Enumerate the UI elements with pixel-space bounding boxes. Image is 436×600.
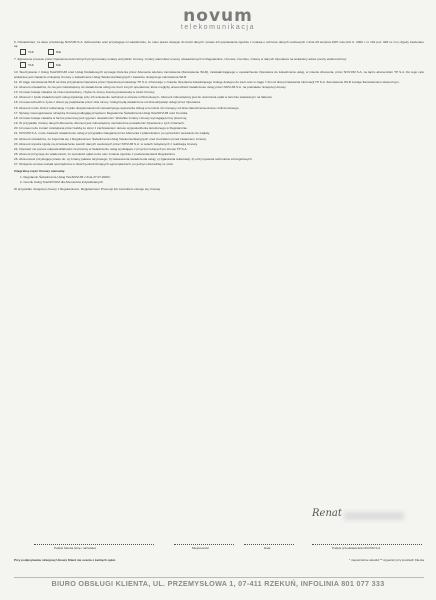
place-caption: Miejscowość: [192, 546, 210, 550]
handwritten-signature: Renat: [312, 508, 342, 519]
nie-checkbox[interactable]: [48, 62, 54, 68]
header: [0, 6, 436, 31]
signature-lines: [14, 536, 424, 550]
paragraph-6: 6. Oświadczam, że dane przekazuję NOVUM S.A. dobrowolnie oraz przysługuje mi wielokrotnie, że mam prawo dostępu do treści danych i prawo ich poprawiania zgodnie z ustawą o ochronie danych osobowych z dnia 29 sierpnia 1997 roku (Dz.U. 2002 r. nr 101 poz. 926 ze zm.) Zgody zawierane są:: [14, 40, 424, 49]
legend-note: * niepotrzebne skreślić ** wypełnić przy kosztach Klienta: [349, 558, 424, 562]
tak-option[interactable]: [20, 62, 34, 68]
clause-17: 17. Sprawy nieuregulowane niniejszą Umową podlegają przepisom Regulaminu Świadczenia Usług TeleNOVUM oraz Cennika.: [14, 110, 189, 115]
client-caption: Podpis Klienta (imię i nazwisko): [54, 546, 97, 550]
clause-16: 16. Abonent może złożyć reklamację z tytułu niewykonania lub nienależytego wykonania Usługi w terminie 12 miesięcy od dnia zakończenia okresu rozliczeniowego.: [14, 105, 240, 110]
nie-label: NIE: [55, 63, 61, 68]
clause-25: 25. Abonent przyjmuje do wiadomości, że wysokość opłat może ulec zmianie zgodnie z postanowieniami Regulaminu.: [14, 151, 176, 156]
fees-note: Przy podpisywaniu niniejszej Umowy Klient nie ocenia z żadnych opłat.: [14, 558, 116, 562]
clause-19: 19. W przypadku zmiany danych Abonenta, Abonent jest zobowiązany niezwłocznie powiadomić Operatora o tych zmianach.: [14, 121, 185, 126]
clause-18: 18. Umowa zostaje zawarta w formie pisemnej pod rygorem nieważności. Wszelkie zmiany Umowy wymagają formy pisemnej.: [14, 115, 188, 120]
tak-label: TAK: [28, 50, 34, 55]
tak-label: TAK: [28, 63, 34, 68]
place-line[interactable]: [174, 544, 234, 545]
clause-27: 27. Niniejsza umowa została sporządzona w dwóch jednobrzmiących egzemplarzach, po jednym dla każdej ze stron.: [14, 162, 175, 167]
attachment-2: 2. Cennik Usług TeleNOVUM dla Abonentów indywidualnych: [20, 179, 103, 184]
clause-15: 15. Umowa wchodzi w życie z dniem jej podpisania przez obie strony. Usługi będą świadczone od dnia aktywacji usługi przez Operatora.: [14, 100, 201, 105]
clause-11: 11. W ciągu zamówienia WLR od dnia przypisania Operatora przez Operatora przekazuje TP S.A. informacje o zmianie Operatora świadczącego Usługę dostępu do sieci oraz w ciągu 7 dni od dnia przekazania informacji TP S.A. Zamówienie WLR zostaje Zamówieniem skutecznym.: [14, 79, 400, 84]
footer-notes: [14, 558, 424, 562]
novum-logo: novum: [183, 6, 253, 26]
clause-13: 13. Umowa zostaje zawarta na czas nieokreślony, chyba że strony inaczej postanowią w treści Umowy.: [14, 90, 156, 95]
tak-option[interactable]: [20, 49, 34, 55]
client-signature-line[interactable]: [34, 544, 154, 545]
redacted-name: [344, 512, 404, 520]
rep-signature-line[interactable]: [312, 544, 422, 545]
office-footer: BIURO OBSŁUGI KLIENTA, UL. PRZEMYSŁOWA 1, 07-411 RZEKUŃ, INFOLINIA 801 077 333: [51, 579, 385, 588]
date-caption: Data: [264, 546, 271, 550]
footer-divider: [14, 577, 424, 578]
clause-14: 14. Abonent z tytułu świadczonych usług wykazuje przy ich wniesieniu rachunek w okresie rozliczeniowym. Abonent zobowiązany jest do uiszczania opłat w terminie wskazanym na fakturze.: [14, 95, 273, 100]
clause-23: 23. Abonent wyraża zgodę na przetwarzanie swoich danych osobowych przez NOVUM S.A. w celach związanych z realizacją Umowy.: [14, 141, 198, 146]
consent-checkboxes-1: [20, 49, 424, 55]
nie-label: NIE: [55, 50, 61, 55]
tak-checkbox[interactable]: [20, 62, 26, 68]
nie-checkbox[interactable]: [48, 49, 54, 55]
clause-26: 26. Abonentowi przysługuje prawo do: a) zmiany pakietu taryfowego; b) zawieszenia świadczenia usług; c) zgłaszania reklamacji; d) otrzymywania rachunków szczegółowych.: [14, 157, 253, 162]
contract-body: [14, 40, 424, 192]
nie-option[interactable]: [48, 62, 61, 68]
clause-24: 24. Operator nie ponosi odpowiedzialności za przerwy w świadczeniu usług wynikające z przyczyn leżących po stronie TP S.A.: [14, 146, 188, 151]
clause-10: 10. Skorzystanie z Usług TeleNOVUM oraz Usług Dodatkowych wymaga złożenia przez Abonenta telefonu zamówienia (Zamówienie WLR), zaświadczającego o upoważnieniu Operatora do świadczenia usług, w imieniu Abonenta, przez NOVUM S.A. na łączu abonenckim TP S.A. Do tego celu wskazane jest zawarcie niniejszej Umowy o świadczenie Usług Telekomunikacyjnych i zawarcie niniejszego zamówienia WLR.: [14, 70, 424, 79]
rep-caption: Podpis przedstawiciela NOVUM S.A.: [332, 546, 382, 550]
tak-checkbox[interactable]: [20, 49, 26, 55]
nie-option[interactable]: [48, 49, 61, 55]
clause-20: 20. Umowa może zostać rozwiązana przez każdą ze stron z zachowaniem okresu wypowiedzenia określonego w Regulaminie.: [14, 126, 188, 131]
clause-22: 22. Abonent oświadcza, że zapoznał się z Regulaminem Świadczenia Usług Telekomunikacyjnych oraz Cennikiem przed zawarciem Umowy.: [14, 136, 207, 141]
clause-21: 21. NOVUM S.A. może zawiesić świadczenie usług w przypadku zalegania przez Abonenta z płatnościami, po uprzednim wezwaniu do zapłaty.: [14, 131, 210, 136]
paragraph-7: 7. Zgłoszenie procesu przez Operatora treści których przypomniany ustawy wszystkim Umowy, zmiany warunków umowy uzasadnionych w Regulaminie, Umowie, Cenniku, zmiany w danych Operatora na wskazany adres poczty elektronicznej:: [14, 57, 347, 62]
logo-tagline: telekomunikacja: [180, 24, 256, 31]
attachment-1: 1. Regulamin Świadczenia Usług TeleNOVUM z dnia 27.07.2009 r.: [20, 174, 112, 179]
date-line[interactable]: [244, 544, 294, 545]
clause-12: 12. Abonent oświadcza, że nie jest zobowiązany do świadczenia usług na rzecz innych operatorów, które mogłyby uniemożliwić świadczenie usług przez NOVUM S.A. na podstawie niniejszej Umowy.: [14, 84, 287, 89]
promo-note: W przypadku niniejszej Umowy z Regulaminem, Regulaminem Promocji lub Cennikiem stosuje się Umowę.: [14, 186, 162, 191]
consent-checkboxes-2: [20, 62, 424, 68]
attachments-title: Integralną część Umowy stanowią:: [14, 169, 66, 174]
